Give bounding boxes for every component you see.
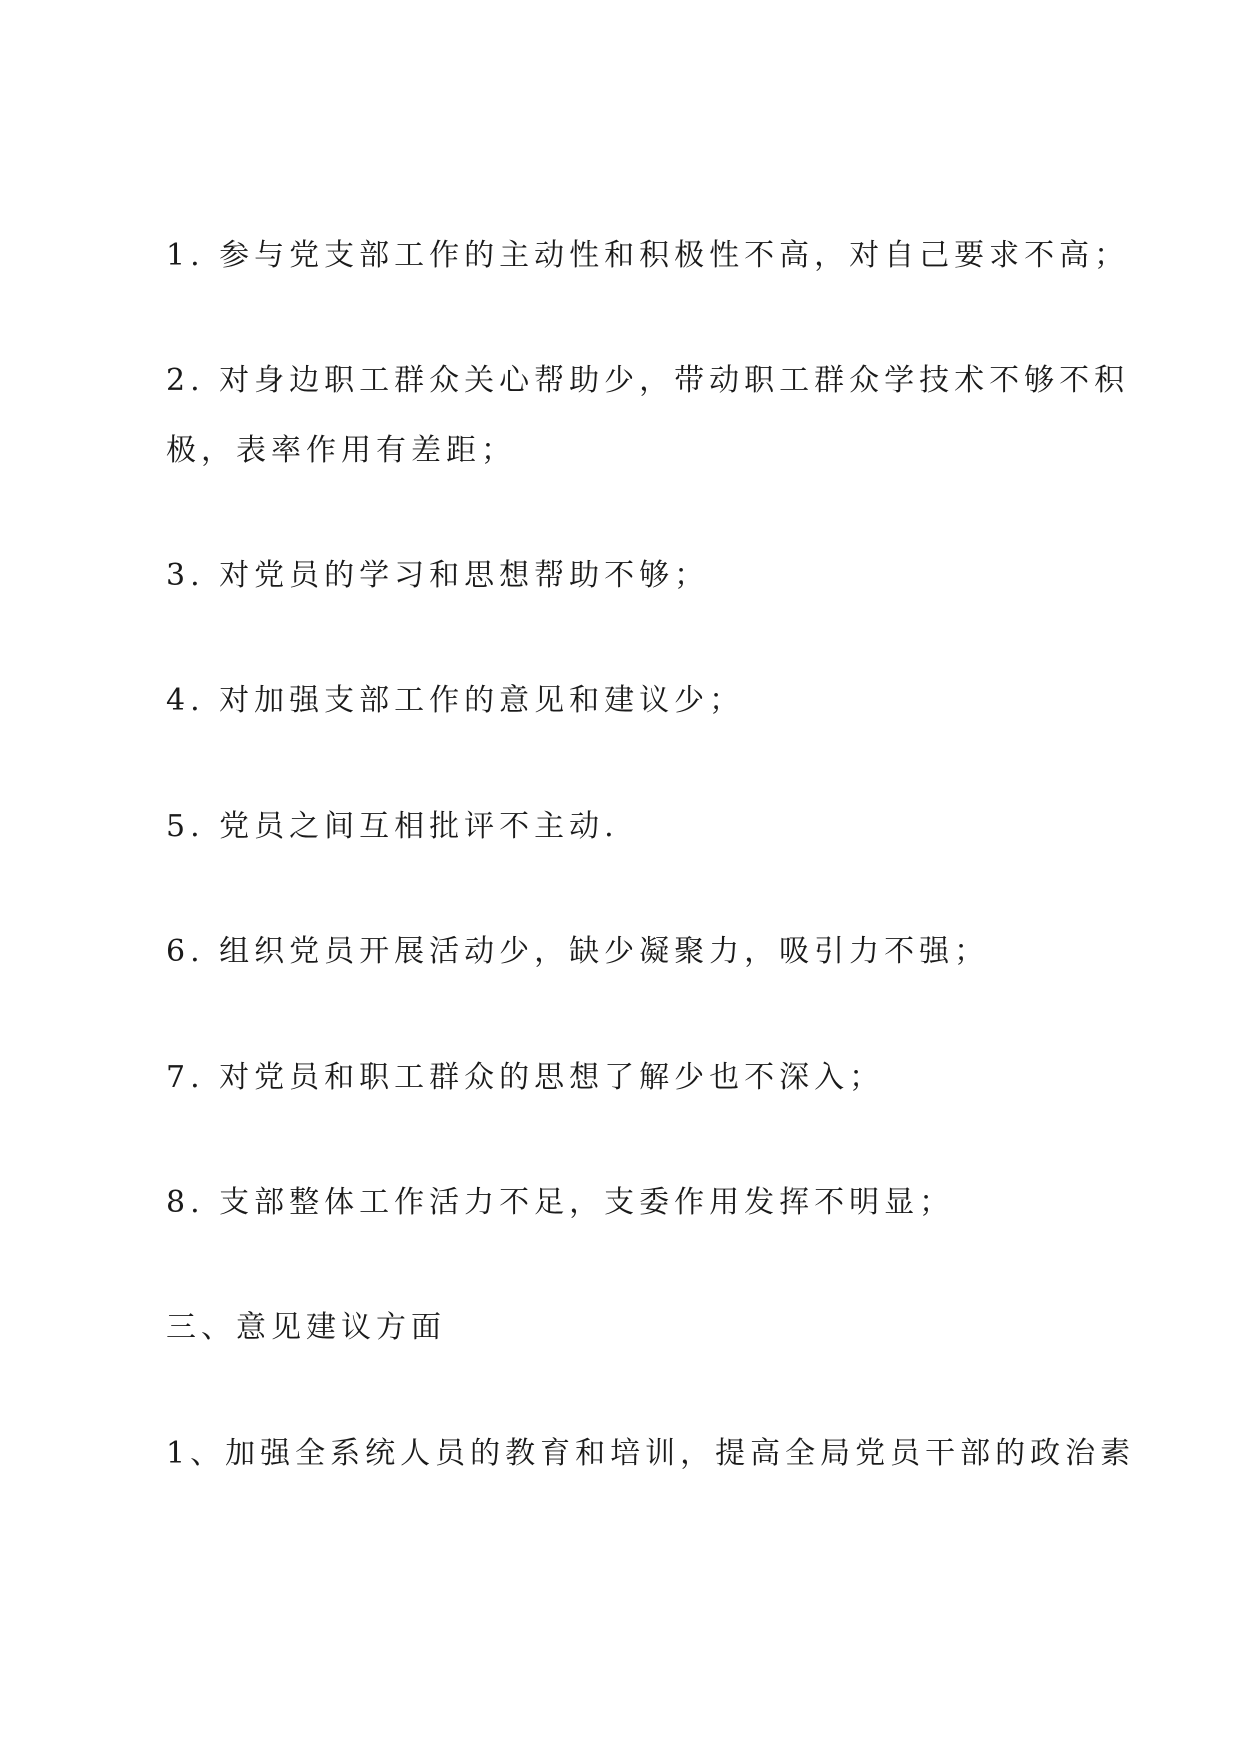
list-item-5: 5. 党员之间互相批评不主动.: [166, 809, 619, 844]
suggestion-item-1: 1、加强全系统人员的教育和培训，提高全局党员干部的政治素: [166, 1436, 1136, 1471]
section-heading: 三、意见建议方面: [166, 1310, 446, 1345]
list-item-8: 8. 支部整体工作活力不足，支委作用发挥不明显；: [166, 1185, 955, 1220]
list-item-7: 7. 对党员和职工群众的思想了解少也不深入；: [166, 1060, 885, 1095]
list-item-2-continuation: 极，表率作用有差距；: [166, 433, 516, 468]
list-item-4: 4. 对加强支部工作的意见和建议少；: [166, 683, 745, 718]
list-item-2: 2. 对身边职工群众关心帮助少，带动职工群众学技术不够不积: [166, 363, 1130, 398]
list-item-6: 6. 组织党员开展活动少，缺少凝聚力，吸引力不强；: [166, 934, 990, 969]
list-item-1: 1. 参与党支部工作的主动性和积极性不高，对自己要求不高；: [166, 238, 1130, 273]
list-item-3: 3. 对党员的学习和思想帮助不够；: [166, 558, 710, 593]
